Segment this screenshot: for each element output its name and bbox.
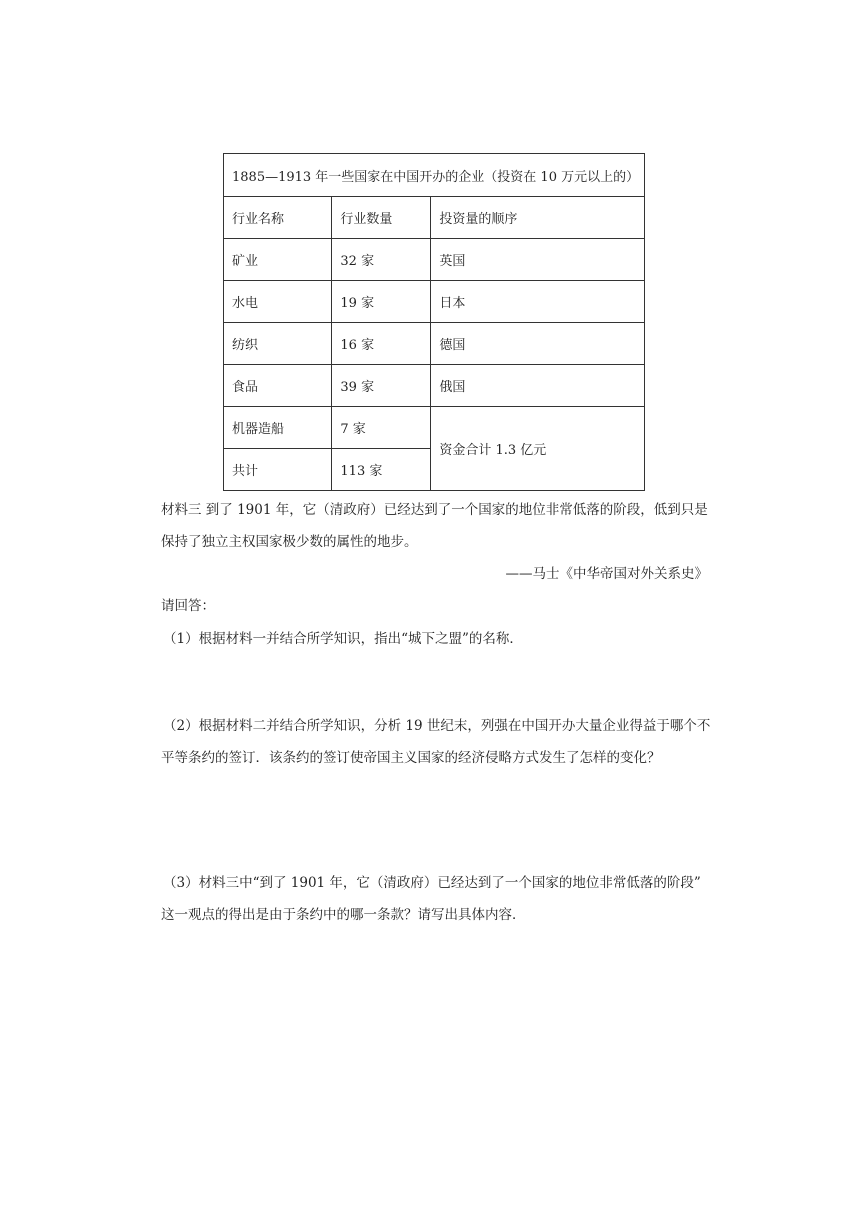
material3-source: ——马士《中华帝国对外关系史》: [505, 566, 708, 582]
cell-industry: 机器造船: [224, 407, 332, 449]
question-2-line2: 平等条约的签订．该条约的签订使帝国主义国家的经济侵略方式发生了怎样的变化？: [161, 750, 661, 766]
table-title: 1885—1913 年一些国家在中国开办的企业（投资在 10 万元以上的）: [224, 154, 645, 197]
cell-count: 39 家: [332, 365, 431, 407]
cell-industry: 矿业: [224, 239, 332, 281]
header-count: 行业数量: [332, 197, 431, 239]
question-3-line2: 这一观点的得出是由于条约中的哪一条款？请写出具体内容．: [161, 907, 526, 923]
cell-rank: 日本: [431, 281, 645, 323]
cell-industry: 食品: [224, 365, 332, 407]
table-header-row: [224, 197, 645, 239]
header-industry: 行业名称: [224, 197, 332, 239]
cell-total-capital: 资金合计 1.3 亿元: [431, 407, 645, 491]
table-row: [224, 281, 645, 323]
table-title-row: [224, 154, 645, 197]
header-rank: 投资量的顺序: [431, 197, 645, 239]
material3-line2: 保持了独立主权国家极少数的属性的地步。: [161, 534, 418, 550]
question-3-line1: （3）材料三中“到了 1901 年，它（清政府）已经达到了一个国家的地位非常低落的阶段”: [163, 875, 701, 891]
answer-prompt: 请回答：: [161, 598, 215, 614]
question-2-line1: （2）根据材料二并结合所学知识，分析 19 世纪末，列强在中国开办大量企业得益于哪个不: [163, 718, 711, 734]
cell-industry: 水电: [224, 281, 332, 323]
cell-count: 19 家: [332, 281, 431, 323]
cell-count: 113 家: [332, 449, 431, 491]
cell-rank: 德国: [431, 323, 645, 365]
table-row: [224, 323, 645, 365]
cell-count: 32 家: [332, 239, 431, 281]
table-row: [224, 239, 645, 281]
question-1: （1）根据材料一并结合所学知识，指出“城下之盟”的名称．: [163, 631, 523, 647]
cell-count: 16 家: [332, 323, 431, 365]
cell-industry: 纺织: [224, 323, 332, 365]
cell-industry: 共计: [224, 449, 332, 491]
table-row: [224, 365, 645, 407]
material3-line1: 材料三 到了 1901 年，它（清政府）已经达到了一个国家的地位非常低落的阶段，低到只是: [161, 502, 708, 518]
cell-rank: 俄国: [431, 365, 645, 407]
enterprise-table: [223, 153, 645, 491]
cell-count: 7 家: [332, 407, 431, 449]
cell-rank: 英国: [431, 239, 645, 281]
table-row: [224, 407, 645, 449]
